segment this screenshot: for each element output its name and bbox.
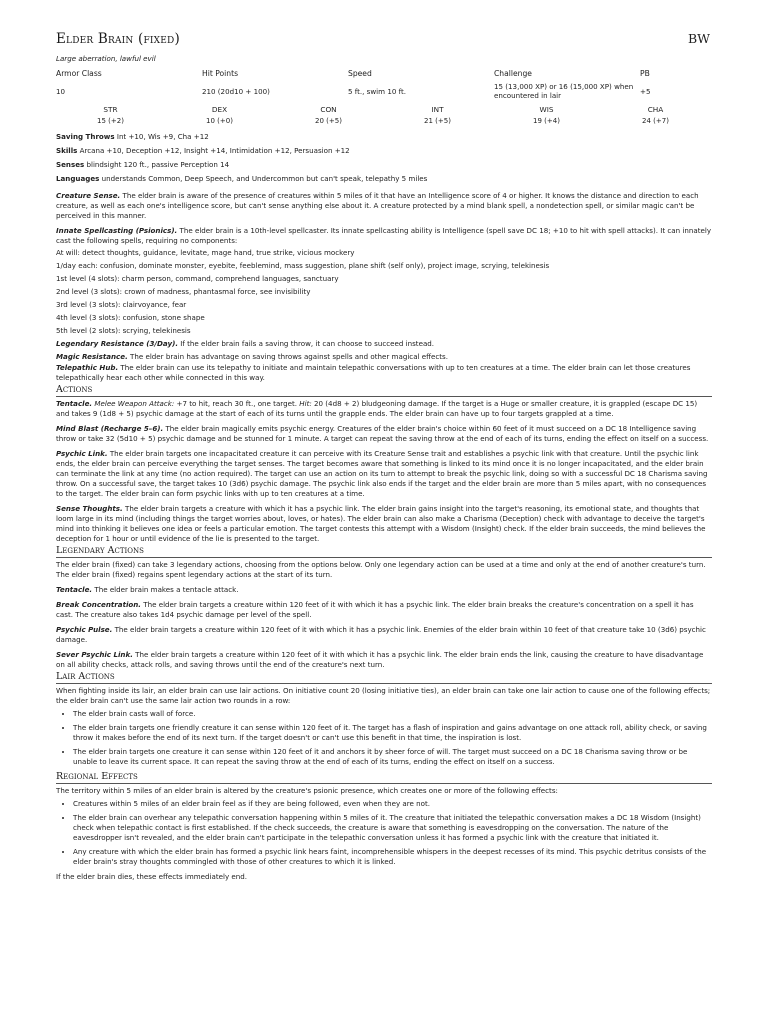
trait-name: Creature Sense. [56, 191, 121, 200]
trait-name: Legendary Resistance (3/Day). [56, 339, 179, 348]
lair-actions-heading: Lair Actions [56, 671, 712, 684]
saving-throws [56, 130, 712, 144]
trait-name: Telepathic Hub. [56, 363, 119, 372]
regional-effects-heading: Regional Effects [56, 771, 712, 784]
ability-score: 20 (+5) [315, 117, 342, 125]
trait-text: The elder brain can use its telepathy to initiate and maintain telepathic conversations with up to ten creatures at a time. The elder brain can let those creatures telepathically hear each other while connected in this way. [56, 363, 691, 382]
trait-name: Magic Resistance. [56, 352, 128, 361]
actions-heading: Actions [56, 384, 712, 397]
stat-text: blindsight 120 ft., passive Perception 14 [84, 160, 230, 169]
spell-line: At will: detect thoughts, guidance, levitate, mage hand, true strike, vicious mockery [56, 248, 355, 257]
action-text: The elder brain targets one incapacitated creature it can perceive with its Creature Sense trait and establishes a psychic link with that creature. Until the psychic link ends, the elder brain can perceive everything the target senses. The target becomes aware that something is linked to its mind once it is no longer incapacitated, and the elder brain can terminate the link at any time (no action required). The target can use an action on its turn to attempt to break the psychic link, doing so with a successful DC 18 Charisma saving throw. On a successful save, the target takes 10 (3d6) psychic damage. The psychic link also ends if the target and the elder brain are more than 5 miles apart, with no consequences to the target. The elder brain can form psychic links with up to ten creatures at a time. [56, 449, 708, 498]
secondary-stats [56, 130, 712, 186]
trait-text: The elder brain is aware of the presence of creatures within 5 miles of it that have an Intelligence score of 4 or higher. It knows the distance and direction to each creature, as well as each one's intelligence score, but can't sense anything else about it. A creature protected by a mind blank spell, a nondetection spell, or similar magic can't be perceived in this manner. [56, 191, 699, 220]
stat-label: Languages [56, 174, 100, 183]
legendary-actions-heading: Legendary Actions [56, 545, 712, 558]
lair-actions-list [56, 709, 712, 767]
list-item: • The elder brain targets one friendly creature it can sense within 120 feet of it. The target has a flash of inspiration and gains advantage on one attack roll, ability check, or saving throw it makes before the end of its next turn. If the target doesn't or can't use this benefit in that time, the inspiration is lost. [73, 723, 712, 743]
legendary-break-concentration [56, 600, 712, 620]
action-mind-blast [56, 424, 712, 444]
ability-score: 10 (+0) [206, 117, 233, 125]
ability-name: CHA [647, 105, 664, 114]
monster-type: Large aberration, lawful evil [56, 54, 156, 63]
stat-label: Senses [56, 160, 85, 169]
action-name: Psychic Link. [56, 449, 108, 458]
source-tag: BW [687, 31, 710, 46]
title-row [56, 31, 712, 53]
action-text: +7 to hit, reach 30 ft., one target. [174, 399, 300, 408]
challenge-label: Challenge [494, 69, 532, 78]
action-sense-thoughts [56, 504, 712, 544]
trait-name: Innate Spellcasting (Psionics). [56, 226, 178, 235]
trait-creature-sense [56, 191, 712, 221]
ability-score: 15 (+2) [97, 117, 124, 125]
ability-score: 19 (+4) [533, 117, 560, 125]
ability-name: DEX [211, 105, 228, 114]
monster-name: Elder Brain (fixed) [56, 31, 180, 47]
trait-text: If the elder brain fails a saving throw, it can choose to succeed instead. [178, 339, 435, 348]
pb-value: +5 [640, 86, 651, 96]
challenge-value: 15 (13,000 XP) or 16 (15,000 XP) when encountered in lair [494, 82, 634, 100]
list-item: • Creatures within 5 miles of an elder brain feel as if they are being followed, even when they are not. [73, 799, 712, 809]
attack-type: Melee Weapon Attack: [92, 399, 175, 408]
list-item: • Any creature with which the elder brain has formed a psychic link hears faint, incomprehensible whispers in the deepest recesses of its mind. This psychic detritus consists of the elder brain's stray thoughts commingled with those of other creatures to which it is linked. [73, 847, 712, 867]
hit-points-label: Hit Points [202, 69, 239, 78]
legendary-text: The elder brain targets a creature within 120 feet of it with which it has a psychic link. The elder brain breaks the creature's concentration on a spell it has cast. The creature also takes 1d4 psychic damage per level of the spell. [56, 600, 694, 619]
pb-label: PB [640, 69, 650, 78]
legendary-tentacle [56, 585, 712, 595]
ability-name: INT [431, 105, 444, 114]
action-name: Sense Thoughts. [56, 504, 123, 513]
legendary-name: Break Concentration. [56, 600, 142, 609]
stat-label: Saving Throws [56, 132, 115, 141]
armor-class-value: 10 [56, 86, 66, 96]
regional-effects-list [56, 799, 712, 867]
action-psychic-link [56, 449, 712, 499]
lair-intro: When fighting inside its lair, an elder brain can use lair actions. On initiative count 20 (losing initiative ties), an elder brain can take one lair action to cause one of the following effects; the elder brain can't use the same lair action two rounds in a row: [56, 686, 711, 705]
action-text: The elder brain magically emits psychic energy. Creatures of the elder brain's choice within 60 feet of it must succeed on a DC 18 Intelligence saving throw or take 32 (5d10 + 5) psychic damage and be stunned for 1 minute. A target can repeat the saving throw at the end of each of its turns, ending the effect on itself on a success. [56, 424, 709, 443]
stat-text: Arcana +10, Deception +12, Insight +14, Intimidation +12, Persuasion +12 [77, 146, 350, 155]
list-item: • The elder brain can overhear any telepathic conversation happening within 5 miles of it. The creature that initiated the telepathic conversation makes a DC 18 Wisdom (Insight) check when telepathic contact is first established. If the check succeeds, the creature is aware that something is eavesdropping on the conversation. The nature of the eavesdropper isn't revealed, and the elder brain can't participate in the telepathic conversation unless it has formed a psychic link with the creature that initiated it. [73, 813, 712, 843]
senses [56, 158, 712, 172]
stat-block [56, 31, 712, 882]
legendary-text: The elder brain targets a creature within 120 feet of it with which it has a psychic link. The elder brain ends the link, causing the creature to have disadvantage on all ability checks, attack rolls, and saving throws until the end of the creature's next turn. [56, 650, 704, 669]
trait-magic-resistance [56, 350, 712, 363]
legendary-name: Tentacle. [56, 585, 93, 594]
speed-value: 5 ft., swim 10 ft. [348, 86, 407, 96]
action-name: Tentacle. [56, 399, 93, 408]
trait-telepathic-hub [56, 363, 712, 383]
spell-line: 4th level (3 slots): confusion, stone shape [56, 313, 205, 322]
header-stats [56, 66, 712, 102]
hit-points-value: 210 (20d10 + 100) [202, 86, 270, 96]
ability-score: 21 (+5) [424, 117, 451, 125]
trait-legendary-resistance [56, 337, 712, 350]
skills [56, 144, 712, 158]
action-name: Mind Blast (Recharge 5–6). [56, 424, 164, 433]
legendary-name: Psychic Pulse. [56, 625, 113, 634]
trait-text: The elder brain is a 10th-level spellcaster. Its innate spellcasting ability is Intelligence (spell save DC 18; +10 to hit with spell attacks). It can innately cast the following spells, requiring no components: [56, 226, 712, 245]
ability-score: 24 (+7) [642, 117, 669, 125]
legendary-text: The elder brain targets a creature within 120 feet of it with which it has a psychic link. Enemies of the elder brain within 10 feet of that creature take 10 (3d6) psychic damage. [56, 625, 706, 644]
list-item: • The elder brain targets one creature it can sense within 120 feet of it and anchors it by sheer force of will. The target must succeed on a DC 18 Charisma saving throw or be unable to leave its current space. It can repeat the saving throw at the end of each of its turns, ending the effect on itself on a success. [73, 747, 712, 767]
legendary-psychic-pulse [56, 625, 712, 645]
spell-line: 5th level (2 slots): scrying, telekinesis [56, 326, 191, 335]
spell-line: 2nd level (3 slots): crown of madness, phantasmal force, see invisibility [56, 287, 311, 296]
stat-label: Skills [56, 146, 78, 155]
languages [56, 172, 712, 186]
stat-text: understands Common, Deep Speech, and Undercommon but can't speak, telepathy 5 miles [99, 174, 428, 183]
armor-class-label: Armor Class [56, 69, 102, 78]
list-item: • The elder brain casts wall of force. [73, 709, 712, 719]
legendary-name: Sever Psychic Link. [56, 650, 133, 659]
spell-line: 3rd level (3 slots): clairvoyance, fear [56, 300, 187, 309]
hit-label: Hit: [299, 399, 312, 408]
trait-innate-spellcasting [56, 226, 712, 246]
action-text: 20 (4d8 + 2) bludgeoning damage. If the target is a Huge or smaller creature, it is grappled (escape DC 15) and takes 9 (1d8 + 5) psychic damage at the start of each of its turns until the grapple ends. The elder brain can have up to four targets grappled at a time. [56, 399, 698, 418]
action-tentacle [56, 399, 712, 419]
spell-line: 1/day each: confusion, dominate monster, eyebite, feeblemind, mass suggestion, plane shift (self only), project image, scrying, telekinesis [56, 261, 550, 270]
action-text: The elder brain targets a creature with which it has a psychic link. The elder brain gains insight into the target's reasoning, its emotional state, and thoughts that loom large in its mind (including things the target worries about, loves, or hates). The elder brain can also make a Charisma (Deception) check with advantage to deceive the target's mind into thinking it believes one idea or feels a particular emotion. The target contests this attempt with a Wisdom (Insight) check. If the elder brain succeeds, the mind believes the deception for 1 hour or until evidence of the lie is presented to the target. [56, 504, 706, 543]
ability-name: STR [103, 105, 118, 114]
ability-name: WIS [539, 105, 554, 114]
legendary-sever-link [56, 650, 712, 670]
legendary-text: The elder brain makes a tentacle attack. [92, 585, 239, 594]
speed-label: Speed [348, 69, 372, 78]
stat-text: Int +10, Wis +9, Cha +12 [114, 132, 209, 141]
ability-scores [56, 105, 712, 130]
spell-line: 1st level (4 slots): charm person, command, comprehend languages, sanctuary [56, 274, 339, 283]
legendary-intro: The elder brain (fixed) can take 3 legendary actions, choosing from the options below. Only one legendary action can be used at a time and only at the end of another creature's turn. The elder brain (fixed) regains spent legendary actions at the start of its turn. [56, 560, 706, 579]
regional-outro: If the elder brain dies, these effects immediately end. [56, 872, 248, 881]
trait-text: The elder brain has advantage on saving throws against spells and other magical effects. [127, 352, 449, 361]
ability-name: CON [320, 105, 337, 114]
regional-intro: The territory within 5 miles of an elder brain is altered by the creature's psionic presence, which creates one or more of the following effects: [56, 786, 558, 795]
